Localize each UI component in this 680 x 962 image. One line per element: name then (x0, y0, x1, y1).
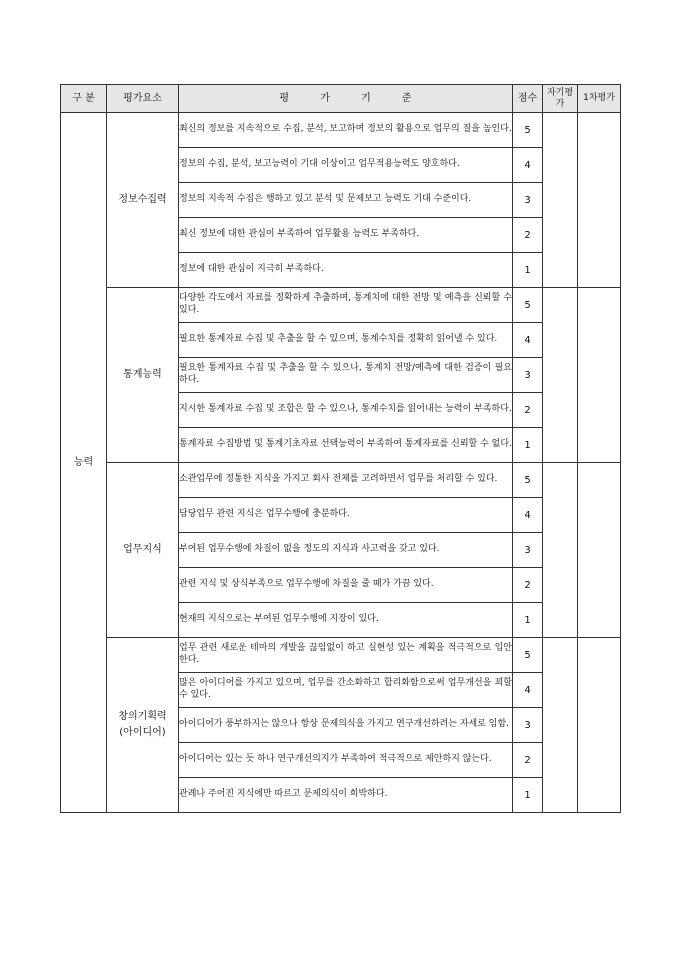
first-eval-cell[interactable] (578, 463, 621, 638)
score-cell: 3 (513, 533, 543, 568)
header-score: 점수 (513, 85, 543, 113)
header-element: 평가요소 (107, 85, 179, 113)
criteria-cell: 지시한 통계자료 수집 및 조합은 할 수 있으나, 통계수치를 읽어내는 능력이 부족하다. (179, 393, 513, 428)
self-eval-cell[interactable] (543, 638, 578, 813)
score-cell: 3 (513, 358, 543, 393)
header-criteria-label: 평 가 기 준 (279, 92, 426, 104)
criteria-cell: 관례나 주어진 지식에만 따르고 문제의식이 희박하다. (179, 778, 513, 813)
score-cell: 5 (513, 638, 543, 673)
criteria-cell: 많은 아이디어를 가지고 있으며, 업무를 간소화하고 합리화함으로써 업무개선을 꾀할 수 있다. (179, 673, 513, 708)
criteria-cell: 아이디어는 있는 듯 하나 연구개선의지가 부족하여 적극적으로 제안하지 않는다. (179, 743, 513, 778)
criteria-cell: 아이디어가 풍부하지는 않으나 항상 문제의식을 가지고 연구개선하려는 자세로 임함. (179, 708, 513, 743)
evaluation-table (60, 84, 621, 813)
criteria-cell: 다양한 각도에서 자료를 정확하게 추출하며, 통계치에 대한 전망 및 예측을 신뢰할 수 있다. (179, 288, 513, 323)
element-cell: 정보수집력 (107, 113, 179, 288)
first-eval-cell[interactable] (578, 638, 621, 813)
score-cell: 2 (513, 393, 543, 428)
criteria-cell: 필요한 통계자료 수집 및 추출을 할 수 있으나, 통계치 전망/예측에 대한 검증이 필요하다. (179, 358, 513, 393)
first-eval-cell[interactable] (578, 113, 621, 288)
table-row (61, 113, 621, 148)
self-eval-cell[interactable] (543, 463, 578, 638)
score-cell: 1 (513, 253, 543, 288)
criteria-cell: 필요한 통계자료 수집 및 추출을 할 수 있으며, 통계수치를 정확히 읽어낼 수 있다. (179, 323, 513, 358)
element-cell: 업무지식 (107, 463, 179, 638)
table-row (61, 463, 621, 498)
criteria-cell: 담당업무 관련 지식은 업무수행에 충분하다. (179, 498, 513, 533)
criteria-cell: 소관업무에 정통한 지식을 가지고 회사 전체를 고려하면서 업무를 처리할 수 있다. (179, 463, 513, 498)
header-row (61, 85, 621, 113)
criteria-cell: 관련 지식 및 상식부족으로 업무수행에 차질을 줄 때가 가끔 있다. (179, 568, 513, 603)
criteria-cell: 현재의 지식으로는 부여된 업무수행에 지장이 있다. (179, 603, 513, 638)
score-cell: 4 (513, 498, 543, 533)
element-name: 창의기획력 (118, 711, 167, 722)
score-cell: 5 (513, 288, 543, 323)
criteria-cell: 업무 관련 새로운 테마의 개발을 끊임없이 하고 실현성 있는 계획을 적극적으로 입안한다. (179, 638, 513, 673)
header-first: 1차평가 (578, 85, 621, 113)
score-cell: 2 (513, 743, 543, 778)
score-cell: 2 (513, 568, 543, 603)
self-eval-cell[interactable] (543, 288, 578, 463)
score-cell: 4 (513, 323, 543, 358)
header-criteria (179, 85, 513, 113)
criteria-cell: 정보의 지속적 수집은 행하고 있고 분석 및 문제보고 능력도 기대 수준이다. (179, 183, 513, 218)
score-cell: 4 (513, 148, 543, 183)
element-cell: 통계능력 (107, 288, 179, 463)
criteria-cell: 최신의 정보를 지속적으로 수집, 분석, 보고하며 정보의 활용으로 업무의 질을 높인다. (179, 113, 513, 148)
category-cell: 능력 (61, 113, 107, 813)
score-cell: 4 (513, 673, 543, 708)
score-cell: 1 (513, 603, 543, 638)
criteria-cell: 통계자료 수집방법 및 통계기초자료 선택능력이 부족하여 통계자료를 신뢰할 수 없다. (179, 428, 513, 463)
score-cell: 5 (513, 113, 543, 148)
score-cell: 5 (513, 463, 543, 498)
criteria-cell: 최신 정보에 대한 관심이 부족하여 업무활용 능력도 부족하다. (179, 218, 513, 253)
score-cell: 3 (513, 708, 543, 743)
criteria-cell: 부여된 업무수행에 차질이 없을 정도의 지식과 사고력을 갖고 있다. (179, 533, 513, 568)
score-cell: 1 (513, 428, 543, 463)
self-eval-cell[interactable] (543, 113, 578, 288)
criteria-cell: 정보의 수집, 분석, 보고능력이 기대 이상이고 업무적용능력도 양호하다. (179, 148, 513, 183)
header-category: 구 분 (61, 85, 107, 113)
header-self: 자기평가 (543, 85, 578, 113)
element-subname: (아이디어) (119, 727, 166, 738)
table-row (61, 288, 621, 323)
table-row (61, 638, 621, 673)
score-cell: 1 (513, 778, 543, 813)
score-cell: 3 (513, 183, 543, 218)
element-cell (107, 638, 179, 813)
criteria-cell: 정보에 대한 관심이 지극히 부족하다. (179, 253, 513, 288)
first-eval-cell[interactable] (578, 288, 621, 463)
score-cell: 2 (513, 218, 543, 253)
